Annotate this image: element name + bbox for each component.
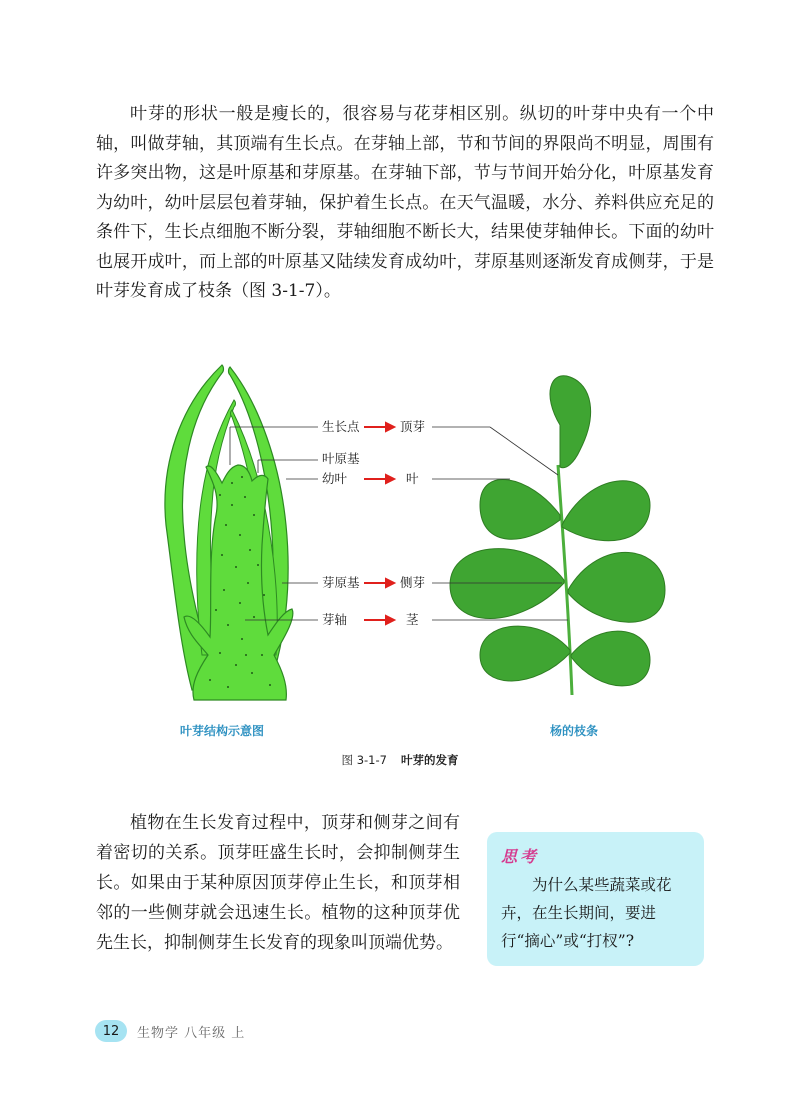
- caption-number: 图 3-1-7: [341, 753, 387, 767]
- paragraph-2-text: 植物在生长发育过程中，顶芽和侧芽之间有着密切的关系。顶芽旺盛生长时，会抑制侧芽生长。如果由于某种原因顶芽停止生长，和顶芽相邻的一些侧芽就会迅速生长。植物的这种顶芽优先生长，抑制侧芽生长发育的现象叫顶端优势。: [96, 813, 460, 953]
- think-box-title: 思考: [501, 847, 540, 866]
- caption-text: 叶芽的发育: [400, 753, 459, 767]
- label-lateral-bud: 侧芽: [400, 575, 426, 590]
- label-growth-point: 生长点: [322, 419, 360, 434]
- arrow-icons: [364, 423, 394, 624]
- think-box-text: 为什么某些蔬菜或花卉，在生长期间，要进行“摘心”或“打杈”?: [501, 876, 672, 950]
- body-paragraph-1: [96, 100, 714, 307]
- label-stem: 茎: [406, 612, 419, 627]
- label-young-leaf: 幼叶: [322, 471, 348, 486]
- right-figure-title: 杨的枝条: [550, 724, 599, 738]
- label-bud-axis: 芽轴: [322, 612, 348, 627]
- figure-3-1-7: [150, 355, 670, 735]
- label-leaf-primordium: 叶原基: [322, 451, 360, 466]
- think-box: [487, 832, 704, 966]
- label-leaf: 叶: [406, 471, 419, 486]
- paragraph-1-text: 叶芽的形状一般是瘦长的，很容易与花芽相区别。纵切的叶芽中央有一个中轴，叫做芽轴，其顶端有生长点。在芽轴上部，节和节间的界限尚不明显，周围有许多突出物，这是叶原基和芽原基。在芽轴下部，节与节间开始分化，叶原基发育为幼叶，幼叶层层包着芽轴，保护着生长点。在天气温暖，水分、养料供应充足的条件下，生长点细胞不断分裂，芽轴细胞不断长大，结果使芽轴伸长。下面的幼叶也展开成叶，而上部的叶原基又陆续发育成幼叶，芽原基则逐渐发育成侧芽，于是叶芽发育成了枝条（图 3-1-7）。: [96, 104, 714, 301]
- figure-caption: [0, 752, 800, 768]
- label-terminal-bud: 顶芽: [400, 419, 426, 434]
- page-number: 12: [95, 1020, 127, 1042]
- label-bud-primordium: 芽原基: [322, 575, 360, 590]
- figure-illustration: [150, 355, 670, 735]
- body-paragraph-2: [96, 808, 460, 958]
- left-figure-title: 叶芽结构示意图: [180, 724, 265, 738]
- poplar-branch-icon: [450, 376, 665, 695]
- leaf-bud-section-icon: [165, 365, 293, 700]
- page-footer: [95, 1020, 245, 1042]
- book-title: 生物学 八年级 上: [137, 1025, 246, 1041]
